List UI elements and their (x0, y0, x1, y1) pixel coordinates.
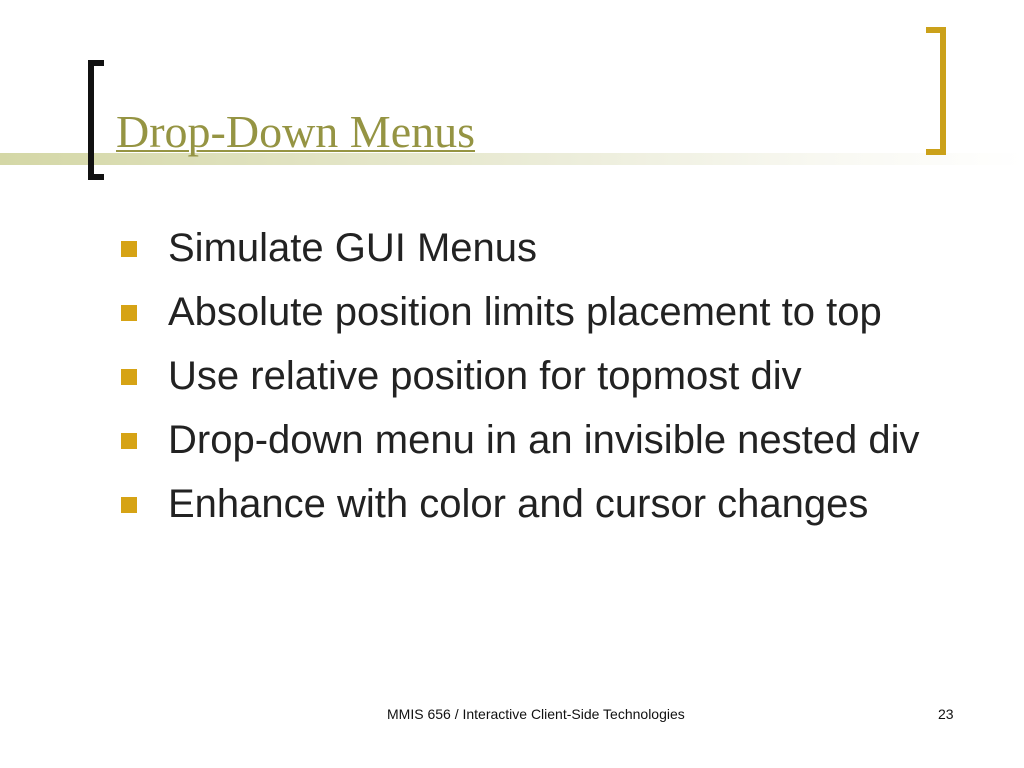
slide-title[interactable]: Drop-Down Menus (116, 106, 476, 157)
right-bracket-decoration (926, 27, 946, 155)
bullet-text: Simulate GUI Menus (168, 226, 538, 270)
bullet-item (118, 350, 978, 402)
square-bullet-icon (121, 433, 137, 449)
square-bullet-icon (121, 369, 137, 385)
bullet-item (118, 478, 978, 530)
bullet-list (118, 222, 978, 542)
bullet-text: Enhance with color and cursor changes (168, 482, 869, 526)
page-number: 23 (938, 706, 954, 722)
square-bullet-icon (121, 497, 137, 513)
bullet-item (118, 222, 978, 274)
bullet-text: Use relative position for topmost div (168, 354, 802, 398)
bullet-item (118, 414, 978, 466)
square-bullet-icon (121, 241, 137, 257)
bullet-text: Absolute position limits placement to top (168, 290, 882, 334)
bullet-text: Drop-down menu in an invisible nested div (168, 418, 920, 462)
left-bracket-decoration (88, 60, 104, 180)
square-bullet-icon (121, 305, 137, 321)
slide-footer: MMIS 656 / Interactive Client-Side Technologies (387, 706, 685, 722)
bullet-item (118, 286, 978, 338)
